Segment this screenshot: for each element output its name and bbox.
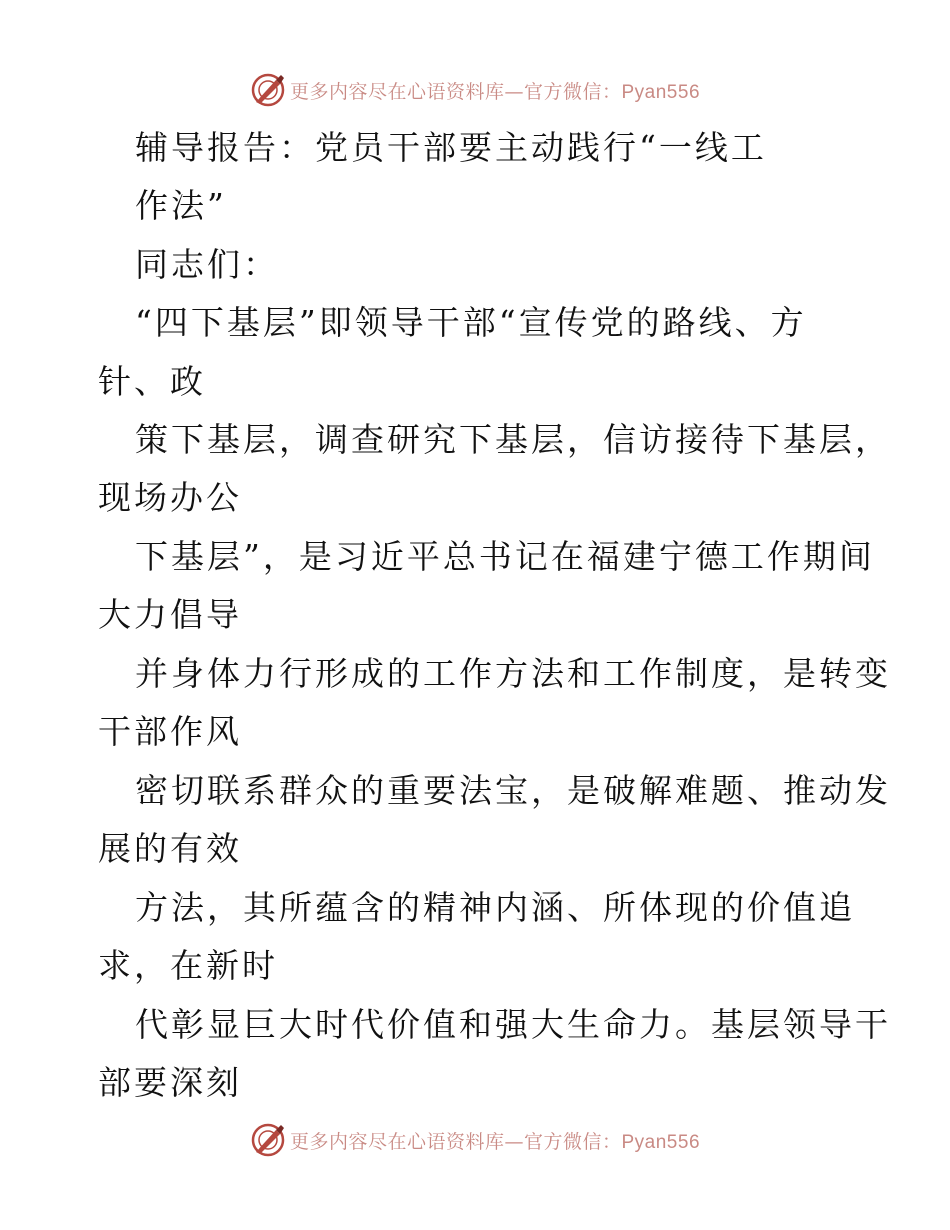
text-line: 下基层”，是习近平总书记在福建宁德工作期间 (135, 537, 875, 576)
text-line: 辅导报告：党员干部要主动践行“一线工 (135, 128, 767, 167)
text-line: 现场办公 (98, 478, 242, 517)
text-line: “四下基层”即领导干部“宣传党的路线、方 (135, 303, 807, 342)
watermark-text: 更多内容尽在心语资料库—官方微信： (289, 80, 622, 103)
footer-watermark (0, 1120, 950, 1160)
pen-logo-icon (250, 72, 286, 108)
text-line: 策下基层，调查研究下基层，信访接待下基层， (135, 420, 891, 459)
text-line: 求，在新时 (98, 946, 278, 985)
watermark-wechat-id: Pyan556 (621, 1131, 701, 1153)
text-line: 方法，其所蕴含的精神内涵、所体现的价值追 (135, 888, 855, 927)
text-line: 代彰显巨大时代价值和强大生命力。基层领导干 (135, 1005, 891, 1044)
text-line: 密切联系群众的重要法宝，是破解难题、推动发 (135, 771, 891, 810)
text-line: 同志们： (135, 245, 279, 284)
text-line: 展的有效 (98, 829, 242, 868)
text-line: 作法” (135, 186, 227, 225)
text-line: 部要深刻 (98, 1063, 242, 1102)
header-watermark (0, 70, 950, 110)
watermark-text: 更多内容尽在心语资料库—官方微信： (289, 1130, 622, 1153)
text-line: 干部作风 (98, 712, 242, 751)
watermark-wechat-id: Pyan556 (621, 81, 701, 103)
text-line: 并身体力行形成的工作方法和工作制度，是转变 (135, 654, 891, 693)
text-line: 大力倡导 (98, 595, 242, 634)
pen-logo-icon (250, 1122, 286, 1158)
text-line: 针、政 (98, 362, 206, 401)
